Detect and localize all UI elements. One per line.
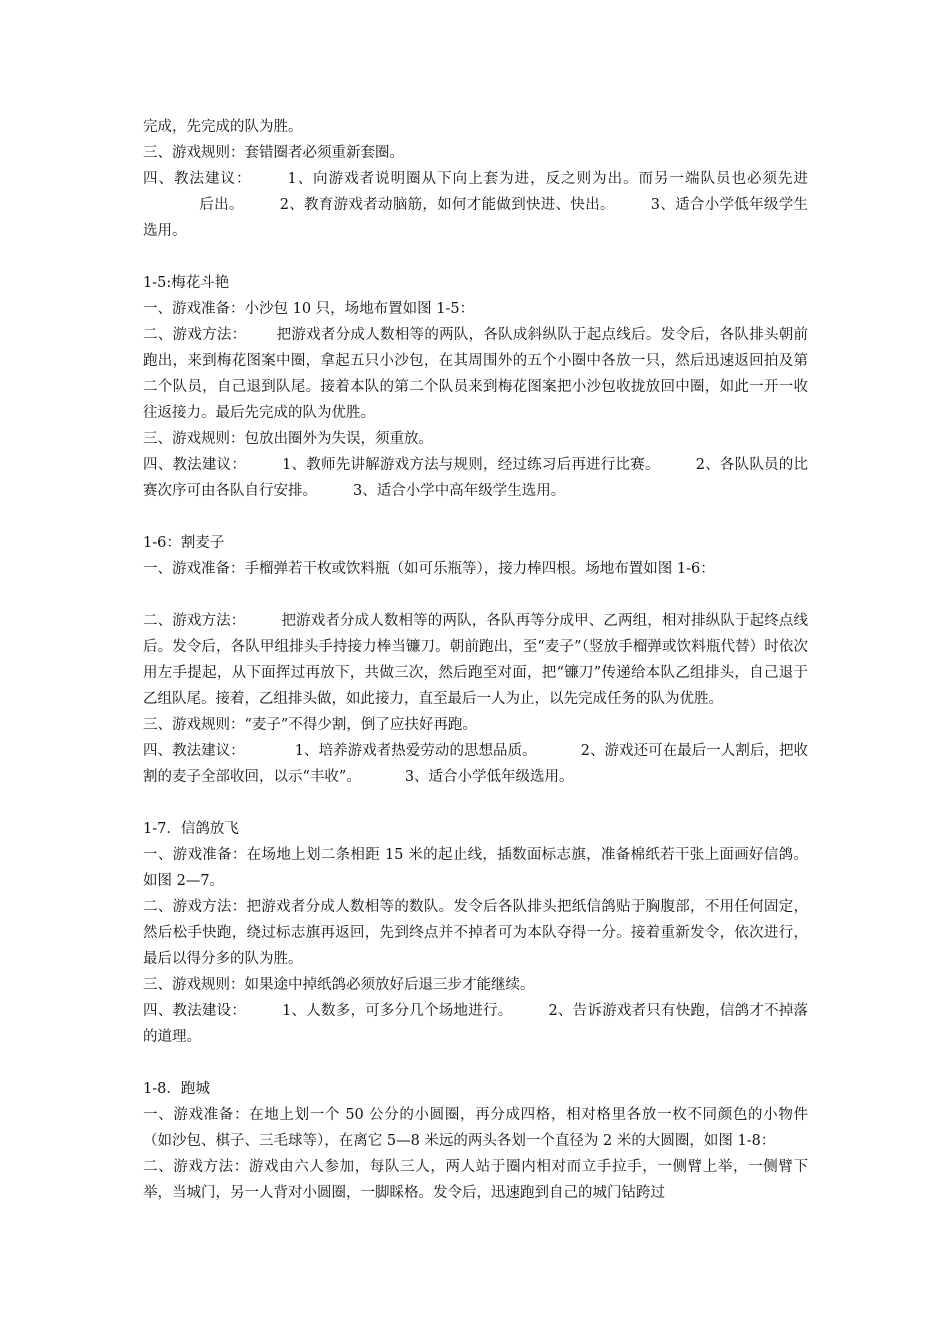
tips-label: 四、教法建设： [143,1003,247,1019]
method-label: 二、游戏方法： [143,613,246,629]
method-label: 二、游戏方法： [143,327,247,343]
tip-1a: 1、向游戏者说明圈从下向上套为进，反之则为出。而另一端队员也必须先进 [287,171,808,187]
tips-label: 四、教法建议： [143,743,245,759]
game-1-7-prep: 一、游戏准备：在场地上划二条相距 15 米的起止线，插数面标志旗，准备棉纸若干张上面画好信鸽。如图 2—7。 [143,847,808,889]
game-1-6-method [143,608,808,712]
document-page [143,114,808,1206]
prev-game-end: 完成，先完成的队为胜。 [143,119,303,135]
tip-3: 3、适合小学低年级选用。 [404,769,574,785]
game-1-5-method [143,322,808,426]
game-1-8-prep: 一、游戏准备：在地上划一个 50 公分的小圆圈，再分成四格，相对格里各放一枚不同颜色的小物件（如沙包、棋子、三毛球等），在离它 5—8 米远的两头各划一个直径为 2 米的大圆圈，如图 1-8： [143,1107,808,1149]
prev-game-rules: 三、游戏规则：套错圈者必须重新套圈。 [143,145,404,161]
game-1-6-tips [143,738,808,790]
tip-2: 2、告诉游戏者只有快跑，信鸽才不掉落的道理。 [143,1003,808,1045]
tip-2: 2、教育游戏者动脑筋，如何才能做到快进、快出。 [279,197,615,213]
tips-label: 四、教法建议： [143,171,252,187]
tip-2: 2、游戏还可在最后一人割后，把收割的麦子全部收回，以示“丰收”。 [143,743,809,785]
game-1-6-rules: 三、游戏规则：“麦子”不得少割，倒了应扶好再跑。 [143,717,477,733]
tip-3: 3、适合小学低年级学生选用。 [143,197,809,239]
method-text: 把游戏者分成人数相等的两队，各队成斜纵队于起点线后。发令后，各队排头朝前跑出，来到梅花图案中圈，拿起五只小沙包，在其周围外的五个小圈中各放一只，然后迅速返回拍及第二个队员，自己退到队尾。接着本队的第二个队员来到梅花图案把小沙包收拢放回中圈，如此一开一收往返接力。最后先完成的队为优胜。 [143,327,808,421]
section-title-1-8: 1-8．跑城 [143,1081,210,1097]
game-1-5-tips [143,452,808,504]
tip-3: 3、适合小学中高年级学生选用。 [353,483,566,499]
section-title-1-6: 1-6：割麦子 [143,535,225,551]
tip-1b: 后出。 [199,197,244,213]
tip-2: 2、各队队员的比赛次序可由各队自行安排。 [143,457,808,499]
prev-game-tips [143,166,808,244]
tips-label: 四、教法建议： [143,457,247,473]
section-title-1-7: 1-7．信鸽放飞 [143,821,239,837]
game-1-8-method: 二、游戏方法：游戏由六人参加，每队三人，两人站于圈内相对而立手拉手，一侧臂上举，一侧臂下举，当城门，另一人背对小圆圈，一脚睬格。发令后，迅速跑到自己的城门钻跨过 [143,1159,808,1201]
game-1-7-method: 二、游戏方法：把游戏者分成人数相等的数队。发令后各队排头把纸信鸽贴于胸腹部，不用任何固定，然后松手快跑，绕过标志旗再返回，先到终点并不掉者可为本队夺得一分。接着重新发令，依次进行，最后以得分多的队为胜。 [143,899,808,967]
tip-1: 1、培养游戏者热爱劳动的思想品质。 [294,743,537,759]
game-1-5-rules: 三、游戏规则：包放出圈外为失误，须重放。 [143,431,433,447]
section-title-1-5: 1-5:梅花斗艳 [143,275,230,291]
method-text: 把游戏者分成人数相等的两队，各队再等分成甲、乙两组，相对排纵队于起终点线后。发令后，各队甲组排头手持接力棒当镰刀。朝前跑出，至“麦子”（竖放手榴弹或饮料瓶代替）时依次用左手提起，从下面挥过再放下，共做三次，然后跑至对面，把“镰刀”传递给本队乙组排头，自己退于乙组队尾。接着，乙组排头做，如此接力，直至最后一人为止，以先完成任务的队为优胜。 [143,613,809,707]
tip-1: 1、人数多，可多分几个场地进行。 [282,1003,513,1019]
game-1-5-prep: 一、游戏准备：小沙包 10 只，场地布置如图 1-5： [143,301,475,317]
game-1-6-prep: 一、游戏准备：手榴弹若干枚或饮料瓶（如可乐瓶等），接力棒四根。场地布置如图 1-6： [143,561,715,577]
tip-1: 1、教师先讲解游戏方法与规则，经过练习后再进行比赛。 [282,457,660,473]
game-1-7-rules: 三、游戏规则：如果途中掉纸鸽必须放好后退三步才能继续。 [143,977,535,993]
game-1-7-tips [143,998,808,1050]
